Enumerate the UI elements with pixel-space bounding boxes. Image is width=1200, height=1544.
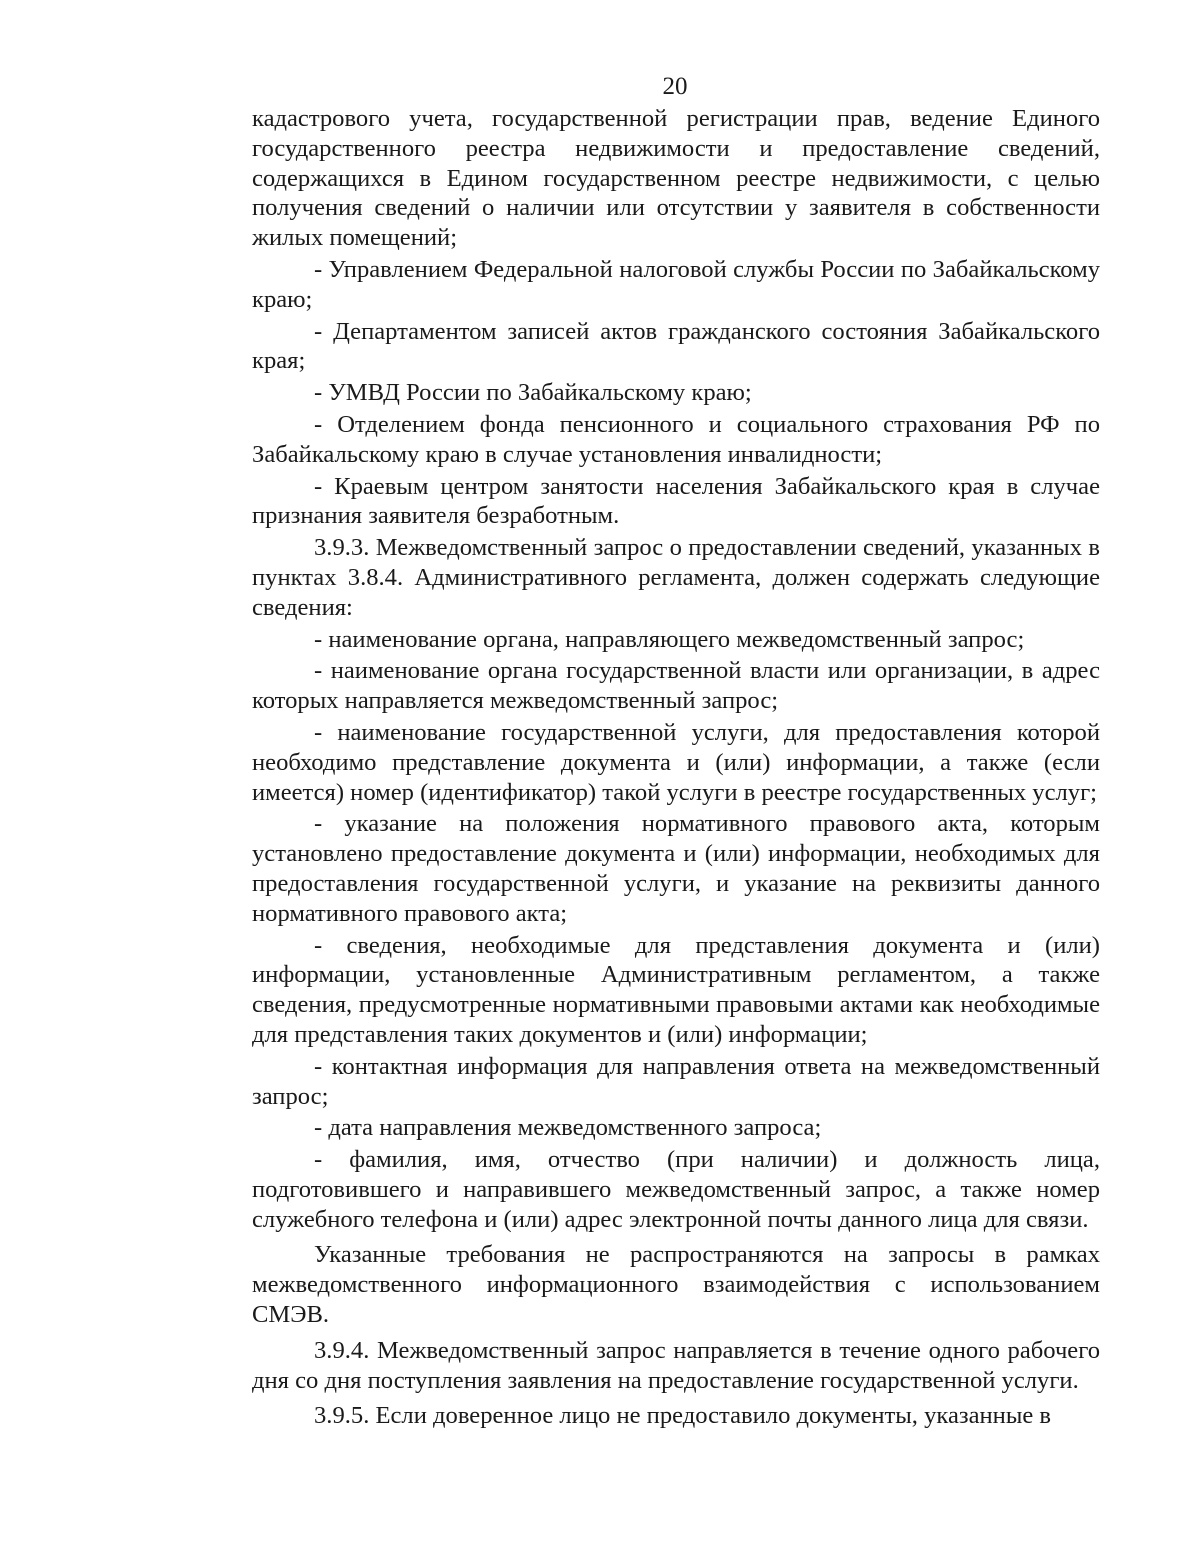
requirements-note: Указанные требования не распространяются на запросы в рамках межведомственного информационного взаимодействия с использованием СМЭВ. — [252, 1241, 1100, 1329]
list-item: - Краевым центром занятости населения Забайкальского края в случае признания заявителя безработным. — [252, 472, 1100, 530]
list-item: - УМВД России по Забайкальскому краю; — [314, 379, 752, 407]
clause-3-9-5: 3.9.5. Если доверенное лицо не предоставило документы, указанные в — [314, 1402, 1052, 1430]
page-number: 20 — [662, 73, 688, 100]
paragraph-continuation: кадастрового учета, государственной регистрации прав, ведение Единого государственного реестра недвижимости и предоставление сведений, содержащихся в Едином государственном реестре недвижимости, с целью получения сведений о наличии или отсутствии у заявителя в собственности жилых помещений; — [252, 105, 1100, 252]
list-item: - наименование органа государственной власти или организации, в адрес которых направляется межведомственный запрос; — [252, 657, 1100, 715]
document-body — [252, 104, 1100, 1433]
list-item: - дата направления межведомственного запроса; — [314, 1114, 822, 1142]
clause-3-9-4: 3.9.4. Межведомственный запрос направляется в течение одного рабочего дня со дня поступления заявления на предоставление государственной услуги. — [252, 1336, 1100, 1394]
list-item: - Отделением фонда пенсионного и социального страхования РФ по Забайкальскому краю в случае установления инвалидности; — [252, 410, 1100, 468]
list-item: - указание на положения нормативного правового акта, которым установлено предоставление документа и (или) информации, необходимых для предоставления государственной услуги, и указание на реквизиты данного нормативного правового акта; — [252, 810, 1100, 927]
list-item: - Департаментом записей актов гражданского состояния Забайкальского края; — [252, 317, 1100, 375]
list-item: - Управлением Федеральной налоговой службы России по Забайкальскому краю; — [252, 255, 1100, 313]
list-item: - наименование органа, направляющего межведомственный запрос; — [314, 625, 1025, 653]
list-item: - фамилия, имя, отчество (при наличии) и должность лица, подготовившего и направившего межведомственный запрос, а также номер служебного телефона и (или) адрес электронной почты данного лица для связи. — [252, 1146, 1100, 1233]
list-item: - контактная информация для направления ответа на межведомственный запрос; — [252, 1052, 1100, 1110]
clause-3-9-3: 3.9.3. Межведомственный запрос о предоставлении сведений, указанных в пунктах 3.8.4. Административного регламента, должен содержать следующие сведения: — [252, 534, 1100, 621]
list-item: - сведения, необходимые для представления документа и (или) информации, установленные Административным регламентом, а также сведения, предусмотренные нормативными правовыми актами как необходимые для представления таких документов и (или) информации; — [252, 931, 1100, 1048]
list-item: - наименование государственной услуги, для предоставления которой необходимо представление документа и (или) информации, а также (если имеется) номер (идентификатор) такой услуги в реестре государственных услуг; — [252, 718, 1100, 806]
